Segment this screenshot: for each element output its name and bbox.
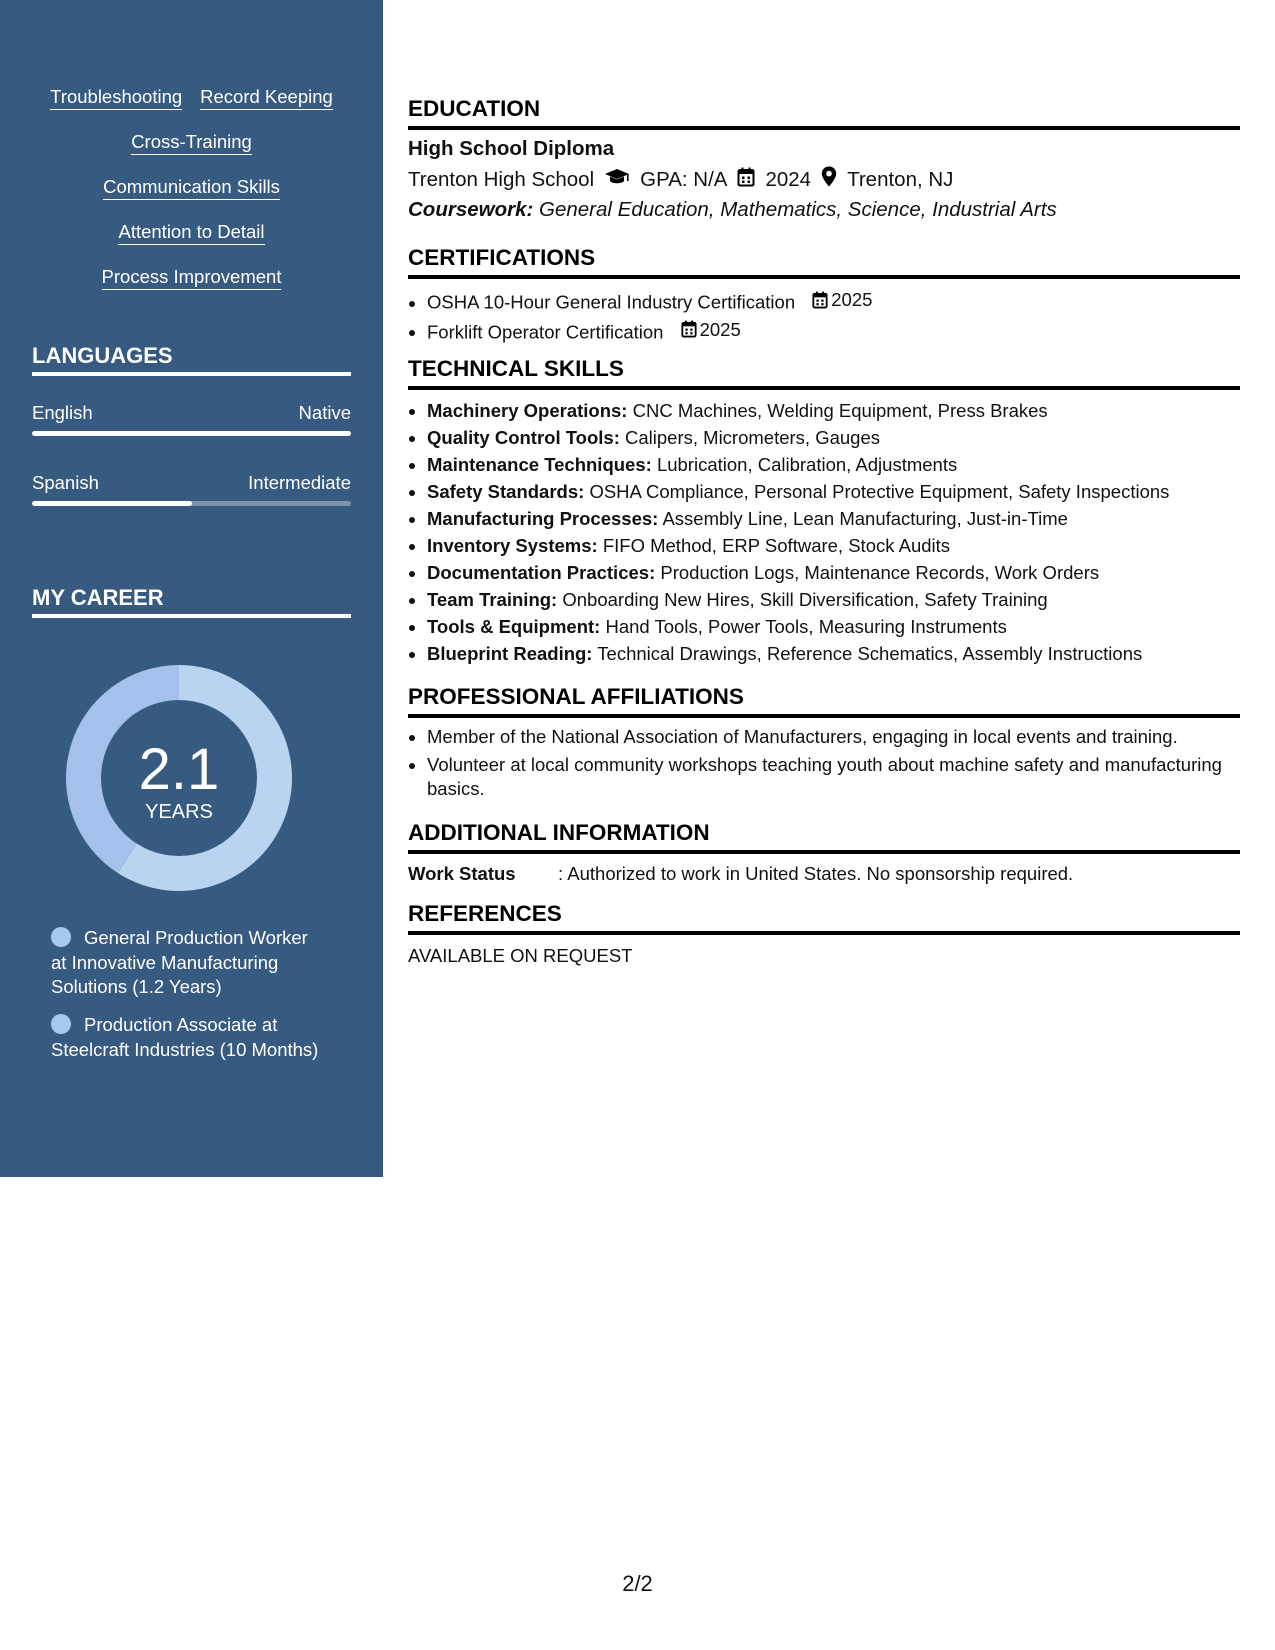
certification-year: 2025 [831, 289, 873, 310]
career-years-unit: YEARS [145, 801, 213, 823]
language-bar-fill [32, 431, 351, 436]
skill-tag: Communication Skills [103, 176, 280, 200]
language-bar-fill [32, 501, 192, 506]
graduation-cap-icon [604, 167, 630, 193]
affiliation-item: • Member of the National Association of Manufacturers, engaging in local events and training. [427, 725, 1240, 750]
education-year: 2024 [765, 168, 812, 191]
languages-heading: LANGUAGES [32, 343, 351, 376]
calendar-icon [812, 291, 828, 309]
language-name: Spanish [32, 472, 99, 493]
language-row-spanish [32, 472, 351, 494]
skill-values: OSHA Compliance, Personal Protective Equipment, Safety Inspections [589, 481, 1170, 502]
technical-skill-item [427, 640, 1240, 667]
career-item [51, 926, 321, 1000]
technical-skill-item [427, 451, 1240, 478]
affiliations-heading: PROFESSIONAL AFFILIATIONS [408, 684, 1240, 718]
education-details [408, 166, 953, 194]
skill-category: Inventory Systems: [427, 535, 598, 556]
skill-row [0, 221, 383, 266]
sidebar [0, 0, 383, 1177]
language-bar-english [32, 431, 351, 436]
skill-category: Quality Control Tools: [427, 427, 620, 448]
skills-list [0, 86, 383, 311]
certification-year: 2025 [699, 318, 741, 340]
skill-row [0, 176, 383, 221]
technical-skill-item [427, 397, 1240, 424]
education-heading: EDUCATION [408, 96, 1240, 130]
affiliation-item: • Volunteer at local community workshops teaching youth about machine safety and manufacturing basics. [427, 753, 1240, 802]
calendar-icon [681, 320, 697, 338]
location-pin-icon [821, 166, 837, 194]
technical-skill-item [427, 559, 1240, 586]
certification-date [681, 316, 741, 343]
coursework-value: General Education, Mathematics, Science, Industrial Arts [539, 198, 1057, 221]
skill-tag: Attention to Detail [118, 221, 264, 245]
skill-values: Production Logs, Maintenance Records, Work Orders [660, 562, 1100, 583]
technical-skills-list [408, 397, 1240, 667]
language-name: English [32, 402, 93, 423]
legend-dot-icon [51, 927, 71, 947]
certifications-heading: CERTIFICATIONS [408, 245, 1240, 279]
education-degree: High School Diploma [408, 137, 615, 160]
additional-info-heading: ADDITIONAL INFORMATION [408, 820, 1240, 854]
skill-category: Blueprint Reading: [427, 643, 593, 664]
language-bar-spanish [32, 501, 351, 506]
technical-skill-item [427, 613, 1240, 640]
work-status-value: : Authorized to work in United States. No sponsorship required. [558, 863, 1074, 884]
certification-date [812, 286, 872, 313]
language-row-english [32, 402, 351, 424]
page-number: 2/2 [622, 1571, 653, 1596]
affiliations-list [408, 725, 1240, 805]
skill-category: Documentation Practices: [427, 562, 656, 583]
career-item-label: Production Associate at Steelcraft Industries (10 Months) [51, 1014, 319, 1060]
skill-tag: Record Keeping [200, 86, 333, 110]
education-coursework [408, 197, 1057, 223]
certification-name: Forklift Operator Certification [427, 321, 664, 342]
skill-category: Maintenance Techniques: [427, 454, 652, 475]
technical-skill-item [427, 478, 1240, 505]
skill-values: Calipers, Micrometers, Gauges [625, 427, 880, 448]
legend-dot-icon [51, 1014, 71, 1034]
references-heading: REFERENCES [408, 901, 1240, 935]
skill-category: Machinery Operations: [427, 400, 628, 421]
skill-values: Assembly Line, Lean Manufacturing, Just-in-Time [662, 508, 1068, 529]
certification-item [427, 286, 1240, 316]
technical-skill-item [427, 424, 1240, 451]
skill-row [0, 131, 383, 176]
skill-tag: Troubleshooting [50, 86, 182, 110]
language-level: Native [298, 402, 351, 423]
skill-row [0, 266, 383, 311]
coursework-label: Coursework: [408, 198, 534, 221]
education-school: Trenton High School [408, 168, 595, 191]
skill-category: Manufacturing Processes: [427, 508, 659, 529]
skill-category: Safety Standards: [427, 481, 585, 502]
certifications-list [408, 286, 1240, 345]
skill-values: FIFO Method, ERP Software, Stock Audits [602, 535, 951, 556]
language-level: Intermediate [248, 472, 351, 493]
skill-values: Hand Tools, Power Tools, Measuring Instruments [605, 616, 1007, 637]
references-text: AVAILABLE ON REQUEST [408, 945, 633, 966]
skill-category: Team Training: [427, 589, 558, 610]
skill-values: Technical Drawings, Reference Schematics, Assembly Instructions [597, 643, 1143, 664]
career-item [51, 1013, 321, 1062]
skill-category: Tools & Equipment: [427, 616, 601, 637]
technical-skill-item [427, 532, 1240, 559]
skill-values: Onboarding New Hires, Skill Diversification, Safety Training [562, 589, 1048, 610]
career-total-years: 2.1 [138, 737, 220, 802]
certification-item [427, 316, 1240, 346]
education-location: Trenton, NJ [847, 168, 954, 191]
work-status-row [408, 862, 1073, 886]
skill-values: CNC Machines, Welding Equipment, Press Brakes [632, 400, 1048, 421]
certification-name: OSHA 10-Hour General Industry Certification [427, 291, 796, 313]
calendar-icon [737, 167, 755, 194]
skill-tag: Cross-Training [131, 131, 252, 155]
skill-row [0, 86, 383, 131]
career-item-label: General Production Worker at Innovative Manufacturing Solutions (1.2 Years) [51, 927, 308, 997]
skill-values: Lubrication, Calibration, Adjustments [656, 454, 958, 475]
work-status-label: Work Status [408, 863, 516, 884]
skill-tag: Process Improvement [102, 266, 282, 290]
career-heading: MY CAREER [32, 585, 351, 618]
technical-skills-heading: TECHNICAL SKILLS [408, 356, 1240, 390]
technical-skill-item [427, 505, 1240, 532]
technical-skill-item [427, 586, 1240, 613]
education-gpa: GPA: N/A [640, 168, 728, 191]
